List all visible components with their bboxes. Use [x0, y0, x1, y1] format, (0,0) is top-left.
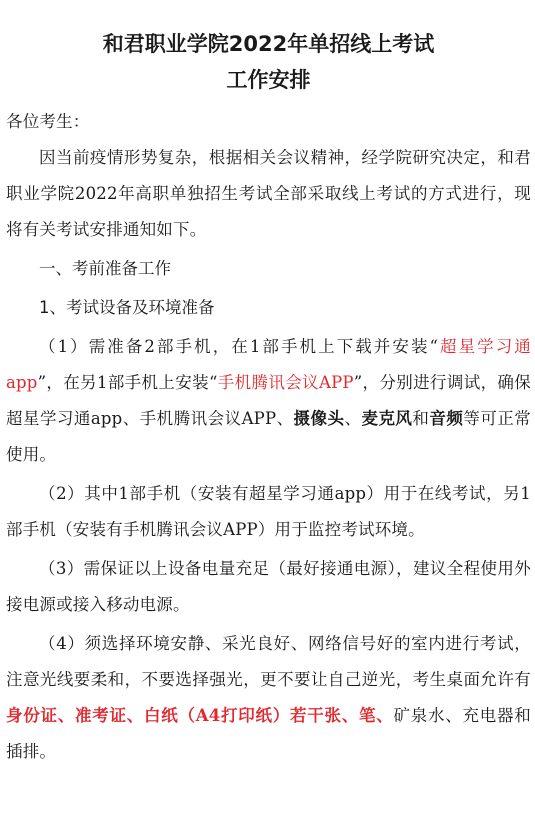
intro-paragraph: 因当前疫情形势复杂，根据相关会议精神，经学院研究决定，和君职业学院2022年高职单独招生考试全部采取线上考试的方式进行，现将有关考试安排通知如下。: [6, 148, 531, 239]
item-4-text: （4）须选择环境安静、采光良好、网络信号好的室内进行考试，注意光线要柔和，不要选择强光，更不要让自己逆光，考生桌面允许有: [6, 634, 531, 689]
item-4-text: 矿泉水、充电器和插排。: [6, 706, 531, 761]
item-1-text: 和: [412, 409, 430, 428]
keyword-microphone: 麦克风: [361, 409, 413, 428]
allowed-items-highlight: 身份证、准考证、白纸（A4打印纸）若干张、笔、: [6, 706, 394, 725]
keyword-audio: 音频: [429, 409, 464, 428]
keyword-camera: 摄像头: [293, 409, 345, 428]
app-name-tencent-meeting: 手机腾讯会议APP: [217, 373, 354, 392]
item-1-text: ”，在另1部手机上安装“: [37, 373, 218, 392]
item-1-text: 等可正常使用。: [6, 409, 531, 464]
document-title-line-2: 工作安排: [226, 68, 311, 92]
app-name-chaoxing: 超星学习通app: [6, 337, 532, 392]
subsection-heading-equipment: 1、考试设备及环境准备: [39, 298, 215, 317]
greeting: 各位考生：: [6, 112, 90, 131]
item-3-paragraph: （3）需保证以上设备电量充足（最好接通电源），建议全程使用外接电源或接入移动电源。: [6, 559, 531, 614]
section-heading-preparation: 一、考前准备工作: [39, 259, 171, 278]
item-1-text: （1）需准备2部手机，在1部手机上下载并安装“: [39, 337, 439, 356]
document-title-line-1: 和君职业学院2022年单招线上考试: [102, 32, 435, 56]
item-1-text: ”，分别进行调试，确保超星学习通app、手机腾讯会议APP、: [6, 373, 531, 428]
item-2-paragraph: （2）其中1部手机（安装有超星学习通app）用于在线考试，另1部手机（安装有手机腾讯会议APP）用于监控考试环境。: [6, 484, 531, 539]
item-1-paragraph: [6, 329, 531, 473]
item-1-text: 、: [344, 409, 362, 428]
item-4-paragraph: [6, 626, 531, 770]
